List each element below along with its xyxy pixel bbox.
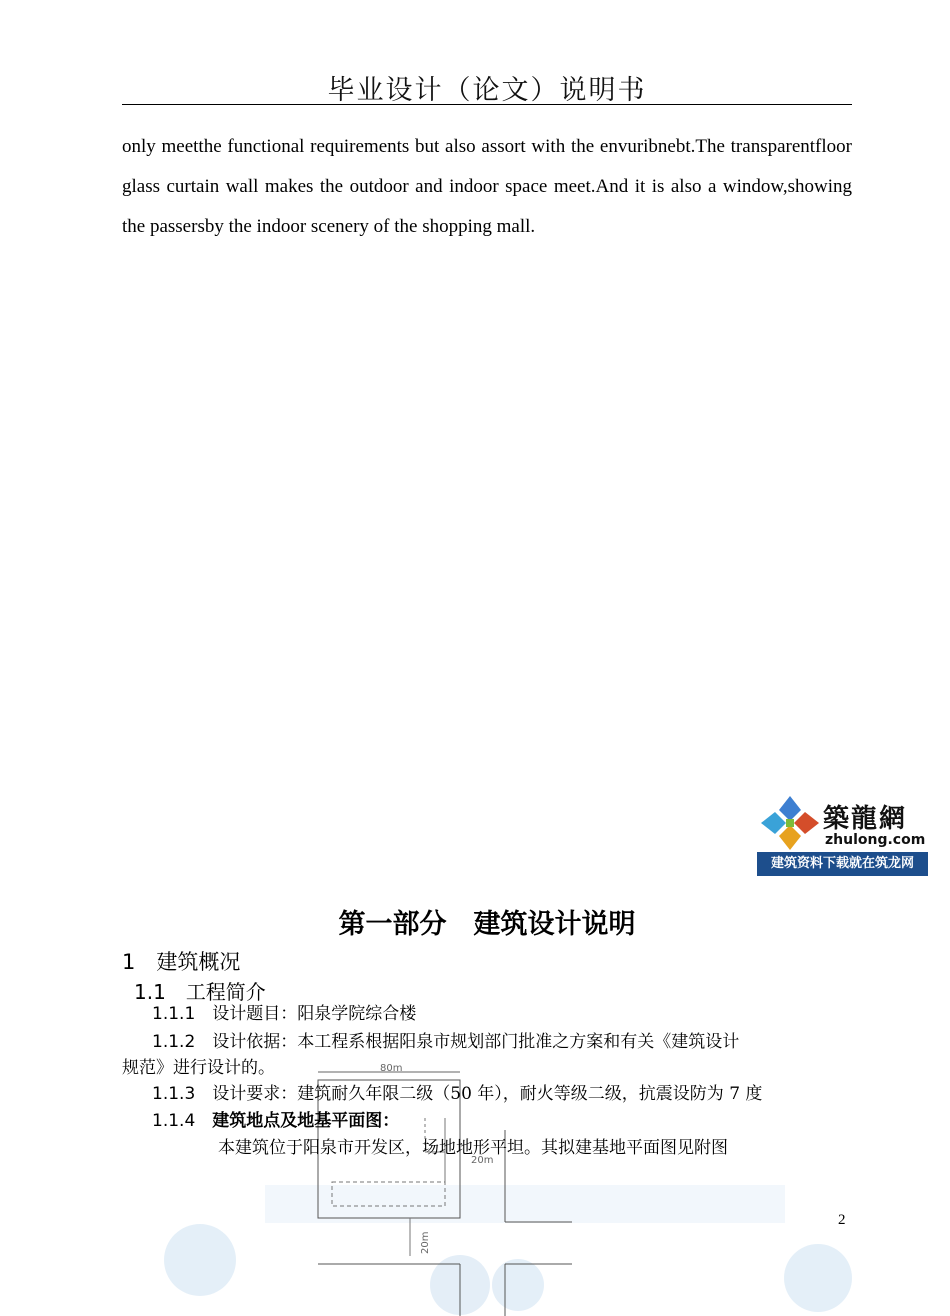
item-text: 阳泉学院综合楼 (297, 1004, 417, 1024)
zhulong-logo (757, 794, 928, 876)
part-title: 第一部分 建筑设计说明 (338, 909, 636, 940)
item-number: 1.1.1 (152, 1004, 196, 1024)
dim-top-label: 80m (380, 1063, 403, 1074)
item-label: 设计题目： (212, 1004, 298, 1024)
page-number: 2 (838, 1212, 846, 1228)
item-1-1-2 (122, 1029, 852, 1055)
item-1-1-1 (122, 1001, 852, 1027)
logo-name-en: zhulong.com (825, 832, 926, 848)
item-number: 1.1.3 (152, 1084, 196, 1104)
heading-1-number: 1 (122, 950, 136, 974)
site-paragraph: 本建筑位于阳泉市开发区，场地地形平坦。其拟建基地平面图见附图 (218, 1138, 728, 1158)
item-number: 1.1.2 (152, 1032, 196, 1052)
item-1-1-3 (122, 1081, 852, 1107)
heading-2-title: 工程简介 (185, 980, 266, 1004)
heading-1 (122, 946, 240, 976)
item-number: 1.1.4 (152, 1111, 196, 1131)
dim-mid-label: 20m (471, 1155, 494, 1166)
dim-side-label: 20m (420, 1231, 431, 1254)
heading-1-title: 建筑概况 (156, 950, 241, 974)
item-label: 设计要求： (212, 1084, 298, 1104)
item-label: 设计依据： (212, 1032, 298, 1052)
header-rule (122, 104, 852, 105)
item-label: 建筑地点及地基平面图： (212, 1111, 400, 1131)
logo-name-cn: 築龍網 (823, 804, 908, 834)
item-text: 本工程系根据阳泉市规划部门批准之方案和有关《建筑设计 (297, 1032, 740, 1052)
heading-2-number: 1.1 (134, 980, 166, 1004)
english-paragraph: only meetthe functional requirements but also assort with the envuribnebt.The transparentfloor glass curtain wall makes the outdoor and indoor space meet.And it is also a window,showing the passersby the indoor scenery of the shopping mall. (122, 136, 852, 237)
page-header-title: 毕业设计（论文）说明书 (327, 75, 647, 106)
item-text: 建筑耐久年限二级（50 年），耐火等级二级，抗震设防为 7 度 (297, 1084, 763, 1104)
pinwheel-logo-icon (759, 794, 821, 852)
logo-slogan: 建筑资料下载就在筑龙网 (757, 852, 928, 876)
item-1-1-4 (122, 1108, 852, 1134)
item-1-1-2-continued: 规范》进行设计的。 (122, 1058, 275, 1078)
